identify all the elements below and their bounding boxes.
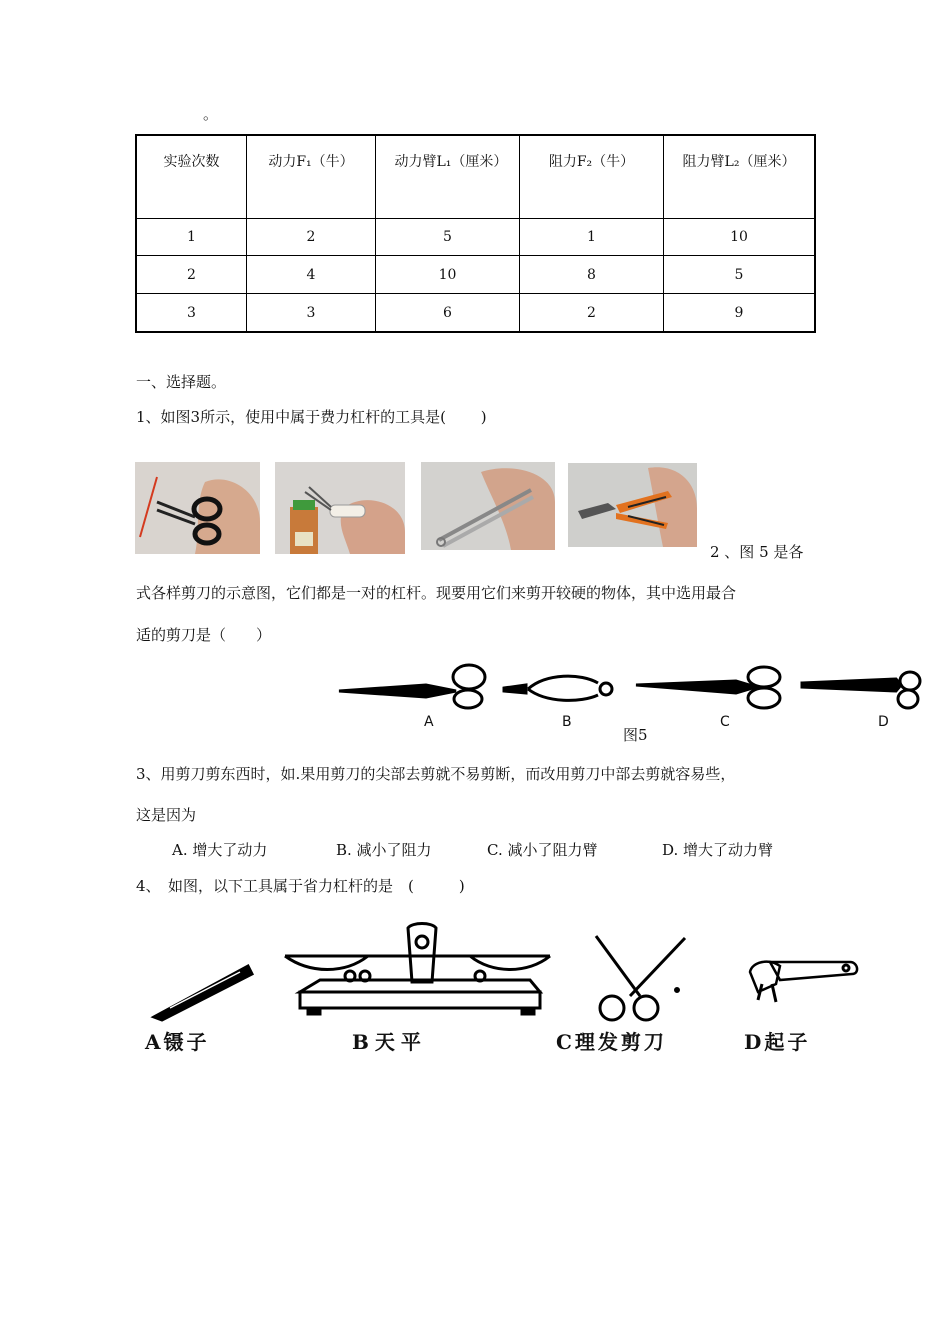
top-mark: 。 [203,105,219,123]
q4-label-c: C理发剪刀 [556,1030,667,1054]
question-3-option-c: C. 减小了阻力臂 [487,841,598,859]
question-2-line3: 适的剪刀是（ ） [136,626,272,644]
table-header-row [136,135,815,218]
table-cell: 5 [376,218,520,256]
figure-5-label-b: B [562,714,572,730]
photo-tweezers [421,462,555,550]
table-cell: 5 [664,256,816,294]
question-2-start: 2 、图 5 是各 [710,543,804,561]
table-cell: 1 [520,218,664,256]
table-cell: 2 [247,218,376,256]
question-1: 1、如图3所示，使用中属于费力杠杆的工具是( ) [136,408,487,426]
table-row [136,294,815,332]
pliers-image [568,463,697,547]
table-cell: 10 [376,256,520,294]
question-3-option-b: B. 减小了阻力 [336,841,432,859]
section-title: 一、选择题。 [136,373,227,391]
header-effort-arm [376,135,520,218]
photo-scissors-clipping [135,462,260,554]
q4-label-d: D起子 [744,1030,811,1054]
table-cell: 4 [247,256,376,294]
q4-label-b: B天平 [352,1030,427,1054]
figure-5-label-d: D [878,714,889,730]
table-cell: 3 [136,294,247,332]
table-cell: 1 [136,218,247,256]
table-cell: 9 [664,294,816,332]
table-row [136,256,815,294]
photo-pliers [568,463,697,547]
table-cell: 6 [376,294,520,332]
header-trial: 实验次数 [136,135,247,218]
table-cell: 2 [136,256,247,294]
figure-5-label-a: A [424,714,434,730]
question-2-line2: 式各样剪刀的示意图，它们都是一对的杠杆。现要用它们来剪开较硬的物体，其中选用最合 [136,584,737,602]
bottle-opener-image [275,462,405,554]
header-load-arm: 阻力臂L₂（厘米） [664,135,816,218]
table-cell: 2 [520,294,664,332]
header-effort-force: 动力F₁（牛） [247,135,376,218]
header-load-force: 阻力F₂（牛） [520,135,664,218]
table-row [136,218,815,256]
experiment-table [135,134,816,333]
question-3-option-a: A. 增大了动力 [172,841,268,859]
table-cell: 3 [247,294,376,332]
table-cell: 8 [520,256,664,294]
photo-bottle-opener [275,462,405,554]
question-3-line2: 这是因为 [136,806,197,824]
question-3-line1: 3、用剪刀剪东西时，如.果用剪刀的尖部去剪就不易剪断，而改用剪刀中部去剪就容易些， [136,765,736,783]
header-effort-arm-text: 动力臂L₁（厘米） [394,154,508,170]
figure-5-caption: 图5 [623,726,648,744]
figure-5-label-c: C [720,714,730,730]
table-cell: 10 [664,218,816,256]
q4-label-a: A镊子 [145,1030,210,1054]
tweezers-image [421,462,555,550]
question-4: 4、 如图，以下工具属于省力杠杆的是 ( ) [136,877,465,895]
question-3-option-d: D. 增大了动力臂 [662,841,774,859]
figure-q4-tools [140,922,860,1027]
scissors-clipping-image [135,462,260,554]
q4-tools-drawing [140,922,860,1027]
